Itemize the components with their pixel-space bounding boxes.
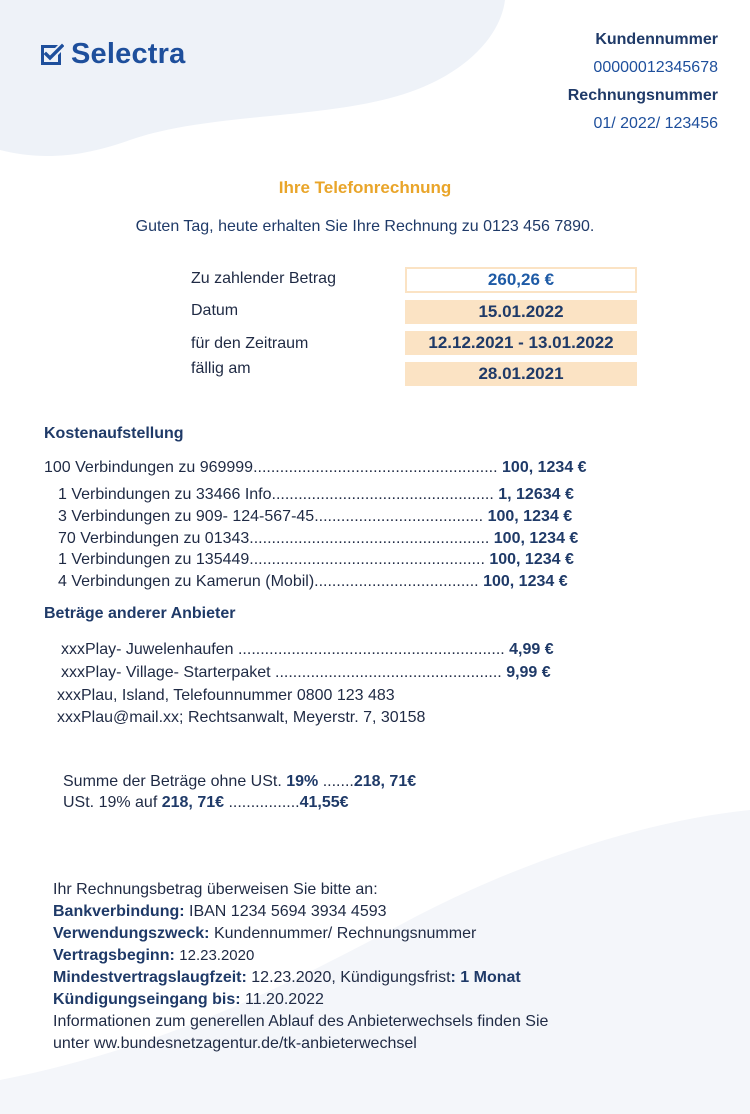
other-line-text: xxxPlay- Village- Starterpaket ................................................... <box>61 664 502 681</box>
other-line-text: xxxPlay- Juwelenhaufen ............................................................ <box>61 641 505 658</box>
summary-label: Datum <box>191 302 239 319</box>
brand-name: Selectra <box>71 38 186 70</box>
bank-value: IBAN 1234 5694 3934 4593 <box>189 903 387 920</box>
net-total-dots: ....... <box>322 773 354 790</box>
other-line-amount: 9,99 € <box>506 664 551 681</box>
min-term-label: Mindestvertragslaugfzeit: <box>53 969 247 986</box>
cost-line-amount: 100, 1234 € <box>489 551 574 568</box>
other-line <box>61 639 554 660</box>
net-total-prefix: Summe der Beträge ohne USt. <box>63 773 282 790</box>
brand-logo <box>38 40 185 69</box>
summary-row-period <box>191 331 637 357</box>
cost-line-text: 70 Verbindungen zu 01343...................................................... <box>58 530 490 547</box>
other-line <box>61 662 551 683</box>
cost-line-amount: 100, 1234 € <box>502 459 587 476</box>
net-total-amount: 218, 71€ <box>353 773 417 790</box>
summary-value-due: 28.01.2021 <box>405 362 637 386</box>
vat-base: 218, 71€ <box>161 794 225 811</box>
cost-line <box>58 528 578 549</box>
min-term-row <box>53 967 548 989</box>
start-value: 12.23.2020 <box>179 947 255 964</box>
invoice-title: Ihre Telefonrechnung <box>278 178 452 197</box>
check-badge-icon <box>38 42 64 68</box>
cost-line-text: 4 Verbindungen zu Kamerun (Mobil)..................................... <box>58 573 479 590</box>
summary-value-amount: 260,26 € <box>405 267 637 293</box>
cost-line-text: 100 Verbindungen zu 969999....................................................... <box>44 459 498 476</box>
provider-contact-line: xxxPlau@mail.xx; Rechtsanwalt, Meyerstr. 7, 30158 <box>57 709 426 726</box>
greeting-text: Guten Tag, heute erhalten Sie Ihre Rechnung zu 0123 456 7890. <box>135 218 595 235</box>
net-total-line <box>63 771 416 792</box>
others-heading: Beträge anderer Anbieter <box>44 605 236 622</box>
info-line: Informationen zum generellen Ablauf des Anbieterwechsels finden Sie <box>53 1013 549 1030</box>
cost-line-text: 1 Verbindungen zu 33466 Info.................................................. <box>58 486 494 503</box>
provider-contact-line: xxxPlau, Island, Telefounnummer 0800 123 483 <box>57 687 395 704</box>
cost-line-amount: 100, 1234 € <box>493 530 579 547</box>
net-total-rate: 19% <box>286 773 319 790</box>
customer-number-label: Kundennummer <box>595 31 718 48</box>
summary-row-amount <box>191 267 637 293</box>
cost-line <box>44 457 587 478</box>
cost-line <box>58 484 574 505</box>
vat-amount: 41,55€ <box>299 794 349 811</box>
customer-number-value: 00000012345678 <box>593 59 718 76</box>
invoice-number-label: Rechnungsnummer <box>567 87 718 104</box>
summary-row-date <box>191 299 637 325</box>
notice-period: : 1 Monat <box>450 969 521 986</box>
receipt-value: 11.20.2022 <box>245 991 324 1008</box>
invoice-meta <box>568 26 718 138</box>
vat-prefix: USt. 19% auf <box>63 794 158 811</box>
cost-line-amount: 100, 1234 € <box>483 573 568 590</box>
bank-row <box>53 901 548 923</box>
start-label: Vertragsbeginn: <box>53 947 175 964</box>
min-term-value: 12.23.2020, Kündigungsfrist <box>251 969 451 986</box>
cost-line <box>58 549 574 570</box>
costs-heading: Kostenaufstellung <box>44 425 184 442</box>
payment-info <box>53 879 548 1055</box>
purpose-label: Verwendungszweck: <box>53 925 210 942</box>
cost-line <box>58 571 568 592</box>
purpose-row <box>53 923 548 945</box>
summary-label: fällig am <box>191 360 251 377</box>
payment-intro: Ihr Rechnungsbetrag überweisen Sie bitte an: <box>53 881 378 898</box>
other-line-amount: 4,99 € <box>509 641 554 658</box>
cost-line <box>58 506 572 527</box>
summary-value-period: 12.12.2021 - 13.01.2022 <box>405 331 637 355</box>
summary-value-date: 15.01.2022 <box>405 300 637 324</box>
summary-label: Zu zahlender Betrag <box>191 270 336 287</box>
summary-label: für den Zeitraum <box>191 335 309 352</box>
start-row <box>53 945 548 967</box>
cost-line-amount: 100, 1234 € <box>487 508 573 525</box>
receipt-row <box>53 989 548 1011</box>
summary-row-due <box>191 359 637 385</box>
vat-total-line <box>63 792 349 813</box>
cost-line-text: 1 Verbindungen zu 135449..................................................... <box>58 551 485 568</box>
purpose-value: Kundennummer/ Rechnungsnummer <box>213 925 477 942</box>
info-line: unter ww.bundesnetzagentur.de/tk-anbieterwechsel <box>53 1035 417 1052</box>
vat-dots: ................ <box>228 794 300 811</box>
receipt-label: Kündigungseingang bis: <box>53 991 241 1008</box>
cost-line-text: 3 Verbindungen zu 909- 124-567-45...................................... <box>58 508 484 525</box>
cost-line-amount: 1, 12634 € <box>498 486 574 503</box>
invoice-number-value: 01/ 2022/ 123456 <box>593 115 718 132</box>
bank-label: Bankverbindung: <box>53 903 185 920</box>
